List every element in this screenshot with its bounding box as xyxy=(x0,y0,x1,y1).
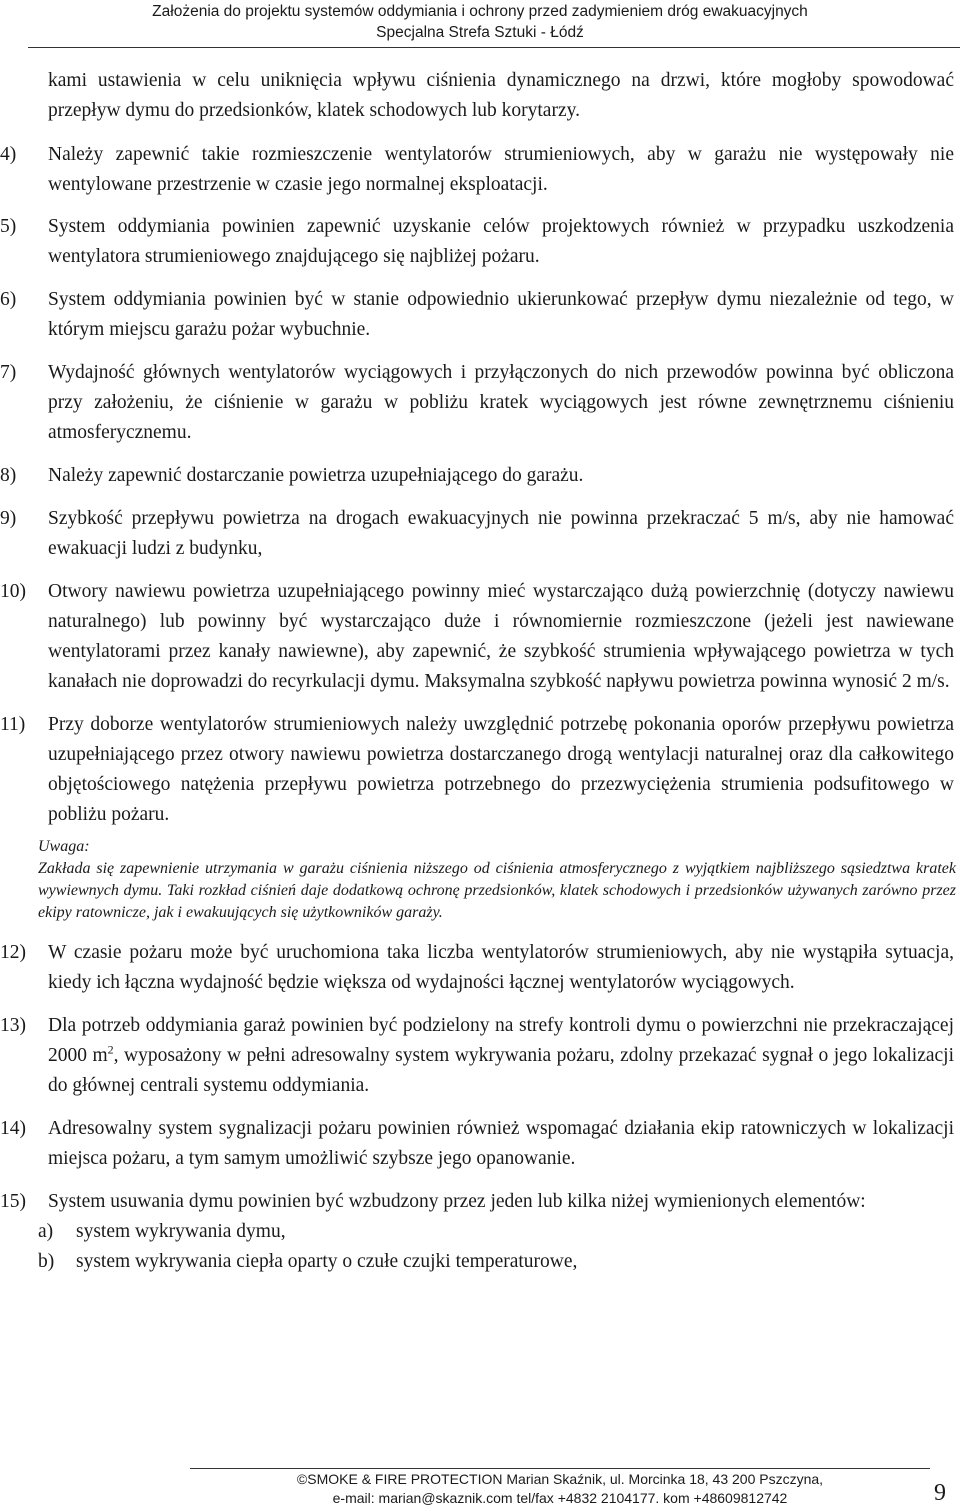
list-number: 15) xyxy=(0,1191,26,1212)
sub-list-letter: b) xyxy=(38,1251,55,1272)
list-text: Adresowalny system sygnalizacji pożaru powinien również wspomagać działania ekip ratowniczych w lokalizacji miejsca pożaru, a tym samym umożliwić szybsze jego opanowanie. xyxy=(48,1118,954,1169)
list-item-9 xyxy=(0,504,954,564)
sub-list-letter: a) xyxy=(38,1221,54,1242)
list-number: 9) xyxy=(0,508,17,529)
header-divider xyxy=(28,47,960,48)
list-number: 13) xyxy=(0,1015,26,1036)
footer-contact: e-mail: marian@skaznik.com tel/fax +4832 2104177. kom +48609812742 xyxy=(332,1490,788,1506)
list-text: System oddymiania powinien być w stanie odpowiednio ukierunkować przepływ dymu niezależnie od tego, w którym miejscu garażu pożar wybuchnie. xyxy=(48,289,954,340)
note-text: Zakłada się zapewnienie utrzymania w garażu ciśnienia niższego od ciśnienia atmosferycznego z wyjątkiem najbliższego sąsiedztwa kratek wywiewnych dymu. Taki rozkład ciśnień daje dodatkową ochronę przedsionków, klatek schodowych i przedsionków używanych zarówno przez ekipy ratownicze, jak i ewakuujących się użytkowników garaży. xyxy=(38,860,956,921)
list-number: 7) xyxy=(0,362,17,383)
sub-list-item-b xyxy=(38,1247,960,1277)
list-text: Otwory nawiewu powietrza uzupełniającego powinny mieć wystarczająco dużą powierzchnię (dotyczy nawiewu naturalnego) lub powinny być wystarczająco duże i równomiernie rozmieszczone (jeżeli jest nawiewane wentylatorami przez kanały nawiewne), aby zapewnić, że szybkość strumienia wpływającego powietrza w tych kanałach nie doprowadzi do recyrkulacji dymu. Maksymalna szybkość napływu powietrza powinna wynosić 2 m/s. xyxy=(48,581,954,692)
list-number: 14) xyxy=(0,1118,26,1139)
sub-list-text: system wykrywania ciepła oparty o czułe czujki temperaturowe, xyxy=(76,1251,578,1272)
list-number: 8) xyxy=(0,465,17,486)
list-number: 12) xyxy=(0,942,26,963)
list-text: Należy zapewnić takie rozmieszczenie wentylatorów strumieniowych, aby w garażu nie występowały nie wentylowane przestrzenie w czasie jego normalnej eksploatacji. xyxy=(48,144,954,195)
page-header xyxy=(0,0,960,43)
list-number: 6) xyxy=(0,289,17,310)
sub-list-text: system wykrywania dymu, xyxy=(76,1221,286,1242)
list-text-part-b: , wyposażony w pełni adresowalny system wykrywania pożaru, zdolny przekazać sygnał o jego lokalizacji do głównej centrali systemu oddymiania. xyxy=(48,1045,954,1096)
header-title: Założenia do projektu systemów oddymiania i ochrony przed zadymieniem dróg ewakuacyjnych xyxy=(152,3,808,20)
list-number: 5) xyxy=(0,216,17,237)
sub-list-item-a xyxy=(38,1217,960,1247)
list-number: 10) xyxy=(0,581,26,602)
list-item-14 xyxy=(0,1114,954,1174)
page-number: 9 xyxy=(934,1480,946,1506)
sub-list xyxy=(38,1217,960,1277)
list-item-8 xyxy=(0,461,954,491)
list-item-12 xyxy=(0,938,954,998)
note-title: Uwaga: xyxy=(38,838,90,855)
footer-divider xyxy=(190,1468,930,1469)
list-text: System usuwania dymu powinien być wzbudzony przez jeden lub kilka niżej wymienionych elementów: xyxy=(48,1191,866,1212)
footer-company: ©SMOKE & FIRE PROTECTION Marian Skaźnik, ul. Morcinka 18, 43 200 Pszczyna, xyxy=(296,1471,824,1487)
list-text: W czasie pożaru może być uruchomiona taka liczba wentylatorów strumieniowych, aby nie wystąpiła sytuacja, kiedy ich łączna wydajność będzie większa od wydajności łącznej wentylatorów wyciągowych. xyxy=(48,942,954,993)
continued-paragraph: kami ustawienia w celu uniknięcia wpływu ciśnienia dynamicznego na drzwi, które mogłoby spowodować przepływ dymu do przedsionków, klatek schodowych lub korytarzy. xyxy=(48,70,954,121)
list-item-10 xyxy=(0,577,954,697)
list-item-11 xyxy=(0,710,954,830)
list-item-13 xyxy=(0,1011,954,1101)
note-block xyxy=(38,836,956,924)
list-item-4 xyxy=(0,140,954,200)
list-text: System oddymiania powinien zapewnić uzyskanie celów projektowych również w przypadku uszkodzenia wentylatora strumieniowego znajdującego się najbliżej pożaru. xyxy=(48,216,954,267)
list-text: Szybkość przepływu powietrza na drogach ewakuacyjnych nie powinna przekraczać 5 m/s, aby nie hamować ewakuacji ludzi z budynku, xyxy=(48,508,954,559)
superscript: 2 xyxy=(107,1042,114,1057)
list-text: Przy doborze wentylatorów strumieniowych należy uwzględnić potrzebę pokonania oporów przepływu powietrza uzupełniającego przez otwory nawiewu powietrza dostarczanego drogą wentylacji naturalnej oraz dla całkowitego objętościowego natężenia przepływu powietrza potrzebnego do przezwyciężenia strumienia podsufitowego w pobliżu pożaru. xyxy=(48,714,954,825)
page-footer xyxy=(190,1470,930,1508)
list-text: Należy zapewnić dostarczanie powietrza uzupełniającego do garażu. xyxy=(48,465,584,486)
list-item-15 xyxy=(0,1187,954,1217)
list-item-5 xyxy=(0,212,954,272)
list-item-7 xyxy=(0,358,954,448)
list-text xyxy=(48,1015,954,1096)
document-body xyxy=(0,66,960,1277)
list-text: Wydajność głównych wentylatorów wyciągowych i przyłączonych do nich przewodów powinna być obliczona przy założeniu, że ciśnienie w garażu w pobliżu kratek wyciągowych jest równe zewnętrznemu ciśnieniu atmosferycznemu. xyxy=(48,362,954,443)
list-text-part-a: Dla potrzeb oddymiania garaż powinien być podzielony na strefy kontroli dymu o powierzchni nie przekraczającej 2000 m xyxy=(48,1015,954,1066)
list-number: 4) xyxy=(0,144,17,165)
header-subtitle: Specjalna Strefa Sztuki - Łódź xyxy=(376,24,584,41)
list-item-6 xyxy=(0,285,954,345)
list-number: 11) xyxy=(0,714,26,735)
